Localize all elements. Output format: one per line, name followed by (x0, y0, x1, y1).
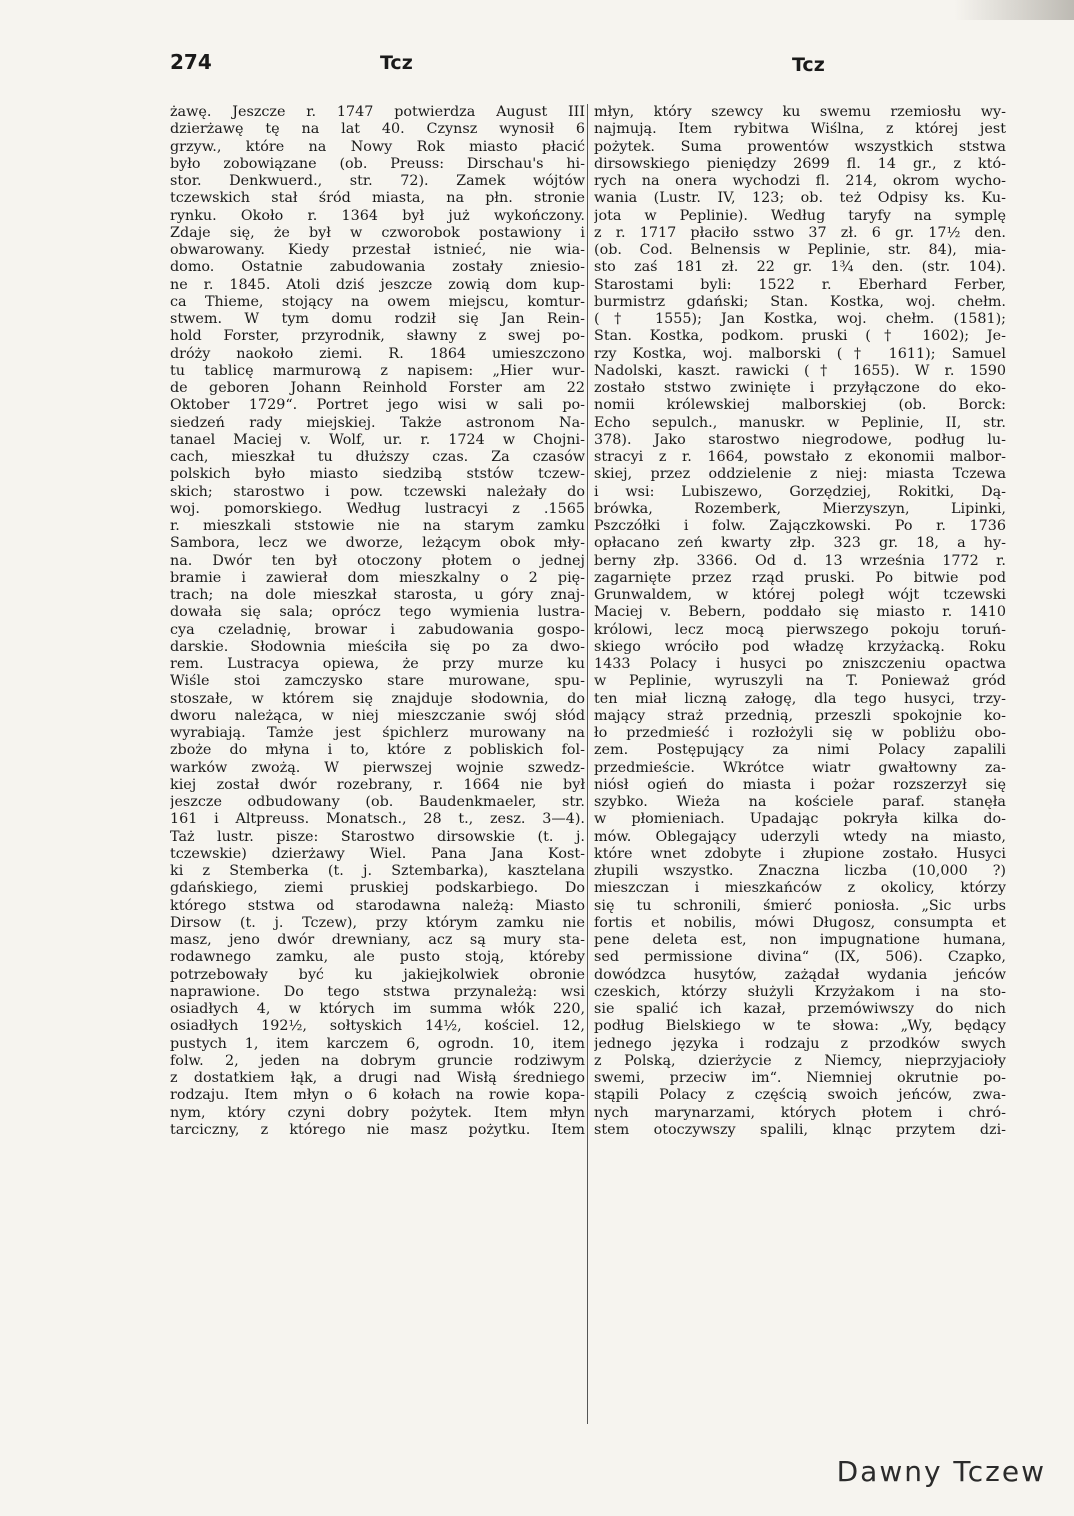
text-line: pene deleta est, non impugnatione humana, (594, 932, 1006, 948)
text-line: dzierżawę tę na lat 40. Czynsz wynosił 6 (170, 121, 585, 138)
text-line: siedzeń rady miejskiej. Także astronom Na- (170, 414, 585, 431)
text-line: dowała się sala; oprócz tego wymienia lustra- (170, 604, 585, 621)
text-line: osiadłych 192½, sołtyskich 14½, kościel. 12, (170, 1018, 585, 1035)
text-line: Zdaje się, że był w czworobok postawiony i (170, 224, 585, 241)
text-line: bramie i zawierał dom mieszkalny o 2 pię- (170, 569, 585, 586)
page-header (170, 50, 934, 80)
text-line: ki z Stemberka (t. j. Sztembarka), kasztelana (170, 863, 585, 879)
text-line: stracyi z r. 1664, powstało z ekonomii malbor- (594, 449, 1006, 465)
text-line: pożytek. Suma prowentów wszystkich ststwa (594, 138, 1006, 155)
text-line: grzyw., które na Nowy Rok miasto płacić (170, 138, 585, 155)
text-line: swemi, przeciw im“. Niemniej okrutnie po- (594, 1070, 1006, 1086)
text-line: opłacano zeń kwarty złp. 323 gr. 18, a hy- (594, 535, 1006, 552)
text-line: było zobowiązane (ob. Preuss: Dirschau's hi- (170, 155, 585, 172)
text-line: folw. 2, jeden na dobrym gruncie rodziwym (170, 1052, 585, 1069)
text-line: brówka, Rozemberk, Mierzyszyn, Lipinki, (594, 500, 1006, 517)
text-line: Pszczółki i folw. Zajączkowski. Po r. 1736 (594, 518, 1006, 534)
text-line: zostało ststwo zwinięte i przyłączone do eko- (594, 380, 1006, 396)
text-line: ło przedmieść i rozłożyli się w pobliżu obo- (594, 725, 1006, 741)
text-line: wyrabiają. Tamże jest śpichlerz murowany na (170, 725, 585, 741)
text-line: mów. Oblegający uderzyli wtedy na miasto, (594, 828, 1006, 845)
text-line: dworu należąca, w niej mieszczanie swój słód (170, 707, 585, 724)
text-line: sto zaś 181 zł. 22 gr. 1¾ den. (str. 104). (594, 259, 1006, 276)
text-line: potrzebowały być ku jakiejkolwiek obronie (170, 966, 585, 983)
text-line: trach; na dole mieszkał starosta, u góry znaj- (170, 587, 585, 603)
text-line: zagarnięte przez rząd pruski. Po bitwie pod (594, 569, 1006, 586)
text-line: hold Forster, przyrodnik, sławny z swej po- (170, 328, 585, 345)
running-head-left: Tcz (380, 52, 413, 74)
text-line: 1433 Polacy i husyci po zniszczeniu opactwa (594, 656, 1006, 672)
text-line: na. Dwór ten był otoczony płotem o jednej (170, 552, 585, 569)
text-line: ca Thieme, stojący na owem miejscu, komtur- (170, 293, 585, 310)
text-line: Oktober 1729“. Portret jego wisi w sali po- (170, 397, 585, 414)
text-column-right (594, 104, 1006, 1139)
text-line: ne r. 1845. Atoli dziś jeszcze zowią dom kup- (170, 276, 585, 293)
text-line: stąpili Polacy z częścią swoich jeńców, zwa- (594, 1087, 1006, 1104)
text-line: woj. pomorskiego. Według lustracyi z .1565 (170, 500, 585, 517)
text-line: nych marynarzami, których płotem i chró- (594, 1104, 1006, 1121)
text-line: tu tablicę marmurową z napisem: „Hier wur- (170, 362, 585, 379)
text-line: Stan. Kostka, podkom. pruski († 1602); Je- (594, 328, 1006, 345)
text-line: ten miał liczną załogę, dla tego husyci, trzy- (594, 690, 1006, 707)
text-line: przedmieście. Wkrótce wiatr gwałtowny za- (594, 759, 1006, 776)
running-head-right: Tcz (792, 54, 825, 76)
text-line: złupili wszystko. Znaczna liczba (10,000 ?) (594, 863, 1006, 879)
text-line: nomii królewskiej malborskiej (ob. Borck: (594, 397, 1006, 414)
text-line: berny złp. 3366. Od d. 13 września 1772 r. (594, 552, 1006, 569)
text-line: rych na onera wychodzi fl. 214, okrom wycho- (594, 173, 1006, 189)
text-line: tanael Maciej v. Wolf, ur. r. 1724 w Chojni- (170, 431, 585, 448)
text-line: cach, mieszkał tu dłuższy czas. Za czasów (170, 449, 585, 465)
text-line: podług Bielskiego w te słowa: „Wy, będący (594, 1018, 1006, 1035)
text-line: tczewskich stał śród miasta, na płn. stronie (170, 190, 585, 207)
text-line: najmują. Item rybitwa Wiślna, z której jest (594, 121, 1006, 138)
text-line: jednego języka i rodzaju z przodków swych (594, 1035, 1006, 1052)
text-line: 378). Jako starostwo niegrodowe, podług lu- (594, 431, 1006, 448)
text-line: zboże do młyna i to, które z pobliskich fol- (170, 742, 585, 759)
text-line: gdańskiego, ziemi pruskiej podskarbiego. Do (170, 880, 585, 897)
text-line: darskie. Słodownia mieściła się po za dwo- (170, 638, 585, 655)
text-line: skiego wróciło pod władzę krzyżacką. Roku (594, 638, 1006, 655)
text-line: polskich było miasto siedzibą ststów tczew- (170, 466, 585, 483)
text-line: szybko. Wieża na kościele paraf. stanęła (594, 794, 1006, 810)
text-line: fortis et nobilis, mówi Długosz, consumpta et (594, 914, 1006, 931)
text-line: z dostatkiem łąk, a drugi nad Wisłą średniego (170, 1070, 585, 1086)
text-line: i wsi: Lubiszewo, Gorzędziej, Rokitki, Dą- (594, 483, 1006, 500)
text-line: jeszcze odbudowany (ob. Baudenkmaeler, str. (170, 794, 585, 810)
text-line: Sambora, lecz we dworze, leżącym obok mły- (170, 535, 585, 552)
text-line: rodawnego zamku, ale pusto stoją, któreby (170, 949, 585, 966)
text-line: rzy Kostka, woj. malborski († 1611); Samuel (594, 345, 1006, 362)
text-line: de geboren Johann Reinhold Forster am 22 (170, 380, 585, 396)
page-number: 274 (170, 50, 212, 74)
text-line: młyn, który szewcy ku swemu rzemiosłu wy- (594, 104, 1006, 120)
text-line: stor. Denkwuerd., str. 72). Zamek wójtów (170, 173, 585, 189)
text-line: dróży naokoło ziemi. R. 1864 umieszczono (170, 345, 585, 362)
text-line: rem. Lustracya opiewa, że przy murze ku (170, 656, 585, 672)
text-line: Grunwaldem, w której poległ wójt tczewski (594, 587, 1006, 603)
text-line: jota w Peplinie). Według taryfy na symplę (594, 207, 1006, 224)
text-line: dowódzca husytów, zażądał wydania jeńców (594, 966, 1006, 983)
text-line: skich; starostwo i pow. tczewski należały do (170, 483, 585, 500)
text-line: kiej został dwór rozebrany, r. 1664 nie był (170, 776, 585, 793)
text-line: nym, który czyni dobry pożytek. Item młyn (170, 1104, 585, 1121)
text-line: żawę. Jeszcze r. 1747 potwierdza August III (170, 104, 585, 120)
text-line: burmistrz gdański; Stan. Kostka, woj. chełm. (594, 293, 1006, 310)
text-line: zem. Postępujący za nimi Polacy zapalili (594, 742, 1006, 759)
text-line: sed permissione divina“ (IX, 506). Czapko, (594, 949, 1006, 966)
text-line: Nadolski, kaszt. rawicki († 1655). W r. 1590 (594, 362, 1006, 379)
text-line: czeskich, którzy służyli Krzyżakom i na sto- (594, 983, 1006, 1000)
text-line: które wnet zdobyte i złupione zostało. Husyci (594, 845, 1006, 862)
text-line: sie spalić ich kazał, przemówiwszy do nich (594, 1001, 1006, 1017)
text-line: Taż lustr. pisze: Starostwo dirsowskie (t. j. (170, 828, 585, 845)
text-line: domo. Ostatnie zabudowania zostały zniesio- (170, 259, 585, 276)
text-line: 161 i Altpreuss. Monatsch., 28 t., zesz. 3—4). (170, 811, 585, 828)
text-line: naprawione. Do tego ststwa przynależą: wsi (170, 983, 585, 1000)
text-line: z r. 1717 płaciło sstwo 37 zł. 6 gr. 17½ den. (594, 224, 1006, 241)
text-line: się tu schronili, śmierć poniosła. „Sic urbs (594, 897, 1006, 914)
text-line: Maciej v. Bebern, poddało się miasto r. 1410 (594, 604, 1006, 621)
text-line: obwarowany. Kiedy przestał istnieć, nie wia- (170, 242, 585, 258)
text-line: tczewskie) dzierżawy Wiel. Pana Jana Kost- (170, 845, 585, 862)
text-line: niósł ogień do miasta i pożar rozszerzył się (594, 776, 1006, 793)
text-line: tarciczny, z którego nie masz pożytku. Item (170, 1121, 585, 1138)
text-line: wania (Lustr. IV, 123; ob. też Odpisy ks. Ku- (594, 190, 1006, 207)
text-line: skiej, przez oddzielenie z niej: miasta Tczewa (594, 466, 1006, 483)
text-line: królowi, lecz mocą pierwszego pokoju toruń- (594, 621, 1006, 638)
text-line: dirsowskiego pieniędzy 2699 fl. 14 gr., z któ- (594, 155, 1006, 172)
scan-shadow (954, 0, 1074, 20)
text-line: Starostami byli: 1522 r. Eberhard Ferber, (594, 276, 1006, 293)
text-line: stwem. W tym domu rodził się Jan Rein- (170, 311, 585, 327)
text-line: rynku. Około r. 1364 był już wykończony. (170, 207, 585, 224)
text-line: masz, jeno dwór drewniany, acz są mury sta- (170, 932, 585, 948)
text-line: warków zwożą. W pierwszej wojnie szwedz- (170, 759, 585, 776)
text-line: cya czeladnię, browar i zabudowania gospo- (170, 621, 585, 638)
text-line: Wiśle stoi zamczysko stare murowane, spu- (170, 673, 585, 690)
text-line: w płomieniach. Upadając pokryła kilka do- (594, 811, 1006, 828)
text-line: z Polską, dzierżycie z Niemcy, nieprzyjacioły (594, 1052, 1006, 1069)
text-line: († 1555); Jan Kostka, woj. chełm. (1581); (594, 311, 1006, 327)
text-line: Echo sepulch., manuskr. w Peplinie, II, str. (594, 414, 1006, 431)
column-divider (587, 104, 588, 1424)
text-line: pustych 1, item karczem 6, ogrodn. 10, item (170, 1035, 585, 1052)
text-line: rodzaju. Item młyn o 6 kołach na rowie kopa- (170, 1087, 585, 1104)
text-line: (ob. Cod. Belnensis w Peplinie, str. 84), mia- (594, 242, 1006, 258)
text-line: stem otoczywszy spalili, klnąc przytem dzi- (594, 1121, 1006, 1138)
text-line: mający straż przednią, przeszli spokojnie ko- (594, 707, 1006, 724)
text-line: w Peplinie, wyruszyli na T. Ponieważ gród (594, 673, 1006, 690)
text-line: mieszczan i mieszkańców z okolicy, którzy (594, 880, 1006, 897)
text-line: osiadłych 4, w których im summa włók 220, (170, 1001, 585, 1017)
watermark: Dawny Tczew (836, 1455, 1046, 1488)
text-line: stoszałe, w którem się znajduje słodownia, do (170, 690, 585, 707)
text-line: którego ststwa od starodawna należą: Miasto (170, 897, 585, 914)
text-column-left (170, 104, 585, 1139)
text-line: r. mieszkali ststowie nie na starym zamku (170, 518, 585, 534)
text-line: Dirsow (t. j. Tczew), przy którym zamku nie (170, 914, 585, 931)
